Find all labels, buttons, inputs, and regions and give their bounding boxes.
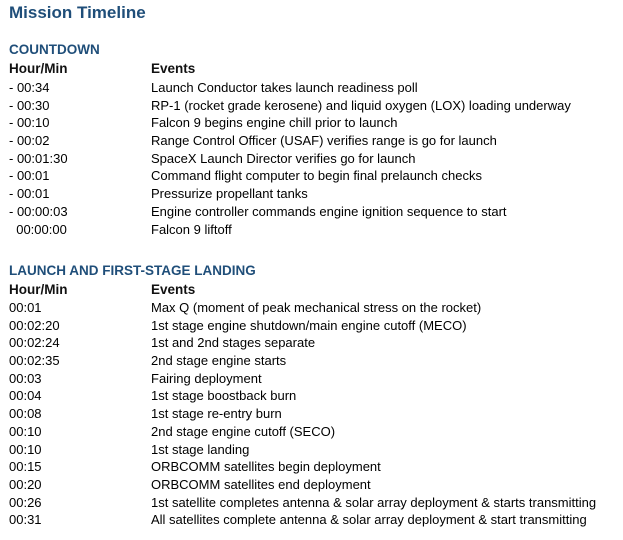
timeline-row <box>9 97 619 115</box>
row-event: Fairing deployment <box>151 370 262 386</box>
row-event: 1st stage boostback burn <box>151 388 297 404</box>
row-event: RP-1 (rocket grade kerosene) and liquid oxygen (LOX) loading underway <box>151 97 571 113</box>
timeline-row <box>9 114 619 132</box>
row-time: - 00:02 <box>9 133 50 149</box>
timeline-row <box>9 203 619 221</box>
section-heading-countdown: COUNTDOWN <box>9 42 100 57</box>
row-time: 00:26 <box>9 494 42 510</box>
row-time: 00:02:24 <box>9 335 60 351</box>
row-time: - 00:30 <box>9 97 50 113</box>
timeline-row <box>9 352 619 370</box>
timeline-row <box>9 458 619 476</box>
timeline-row <box>9 511 619 529</box>
row-event: 1st stage re-entry burn <box>151 406 282 422</box>
row-event: Max Q (moment of peak mechanical stress on the rocket) <box>151 300 482 315</box>
timeline-row <box>9 132 619 150</box>
row-event: ORBCOMM satellites end deployment <box>151 476 371 492</box>
row-event: Command flight computer to begin final prelaunch checks <box>151 168 482 184</box>
row-time: - 00:01:30 <box>9 150 68 166</box>
timeline-row <box>9 370 619 388</box>
timeline-row <box>9 405 619 423</box>
timeline-row <box>9 167 619 185</box>
row-time: 00:01 <box>9 300 42 315</box>
row-event: Falcon 9 liftoff <box>151 221 232 237</box>
row-time: - 00:34 <box>9 80 50 95</box>
section-heading-launch: LAUNCH AND FIRST-STAGE LANDING <box>9 263 256 278</box>
launch-col-header-time: Hour/Min <box>9 282 68 297</box>
row-time: 00:31 <box>9 512 42 528</box>
timeline-row <box>9 150 619 168</box>
row-event: 1st and 2nd stages separate <box>151 335 316 351</box>
row-event: 2nd stage engine cutoff (SECO) <box>151 423 336 439</box>
row-event: Engine controller commands engine ignition sequence to start <box>151 203 507 219</box>
row-time: 00:04 <box>9 388 42 404</box>
timeline-row <box>9 423 619 441</box>
timeline-row <box>9 441 619 459</box>
row-event: Launch Conductor takes launch readiness poll <box>151 80 418 95</box>
row-time: 00:08 <box>9 406 42 422</box>
timeline-row <box>9 476 619 494</box>
timeline-row <box>9 317 619 335</box>
row-event: SpaceX Launch Director verifies go for launch <box>151 150 416 166</box>
countdown-col-header-events: Events <box>151 61 196 76</box>
row-event: All satellites complete antenna & solar array deployment & start transmitting <box>151 512 587 528</box>
row-event: Falcon 9 begins engine chill prior to launch <box>151 115 398 131</box>
row-event: 1st stage engine shutdown/main engine cutoff (MECO) <box>151 317 467 333</box>
row-time: 00:03 <box>9 370 42 386</box>
row-time: 00:15 <box>9 459 42 475</box>
launch-table <box>9 299 619 529</box>
timeline-row <box>9 494 619 512</box>
timeline-row <box>9 387 619 405</box>
row-event: 1st satellite completes antenna & solar array deployment & starts transmitting <box>151 494 597 510</box>
timeline-row <box>9 185 619 203</box>
row-time: - 00:01 <box>9 186 50 202</box>
row-event: Range Control Officer (USAF) verifies range is go for launch <box>151 133 497 149</box>
row-event: Pressurize propellant tanks <box>151 186 308 202</box>
countdown-col-header-time: Hour/Min <box>9 61 68 76</box>
row-time: 00:02:20 <box>9 317 60 333</box>
launch-col-header-events: Events <box>151 282 196 297</box>
row-time: - 00:10 <box>9 115 50 131</box>
row-time: - 00:00:03 <box>9 203 68 219</box>
page-title: Mission Timeline <box>9 3 146 22</box>
timeline-row <box>9 221 619 239</box>
row-time: - 00:01 <box>9 168 50 184</box>
row-event: 2nd stage engine starts <box>151 353 287 369</box>
timeline-row <box>9 334 619 352</box>
row-event: 1st stage landing <box>151 441 250 457</box>
timeline-row <box>9 79 619 97</box>
row-time: 00:00:00 <box>9 221 67 237</box>
row-event: ORBCOMM satellites begin deployment <box>151 459 381 475</box>
timeline-row <box>9 299 619 317</box>
row-time: 00:02:35 <box>9 353 60 369</box>
row-time: 00:10 <box>9 441 42 457</box>
row-time: 00:10 <box>9 423 42 439</box>
countdown-table <box>9 79 619 238</box>
row-time: 00:20 <box>9 476 42 492</box>
